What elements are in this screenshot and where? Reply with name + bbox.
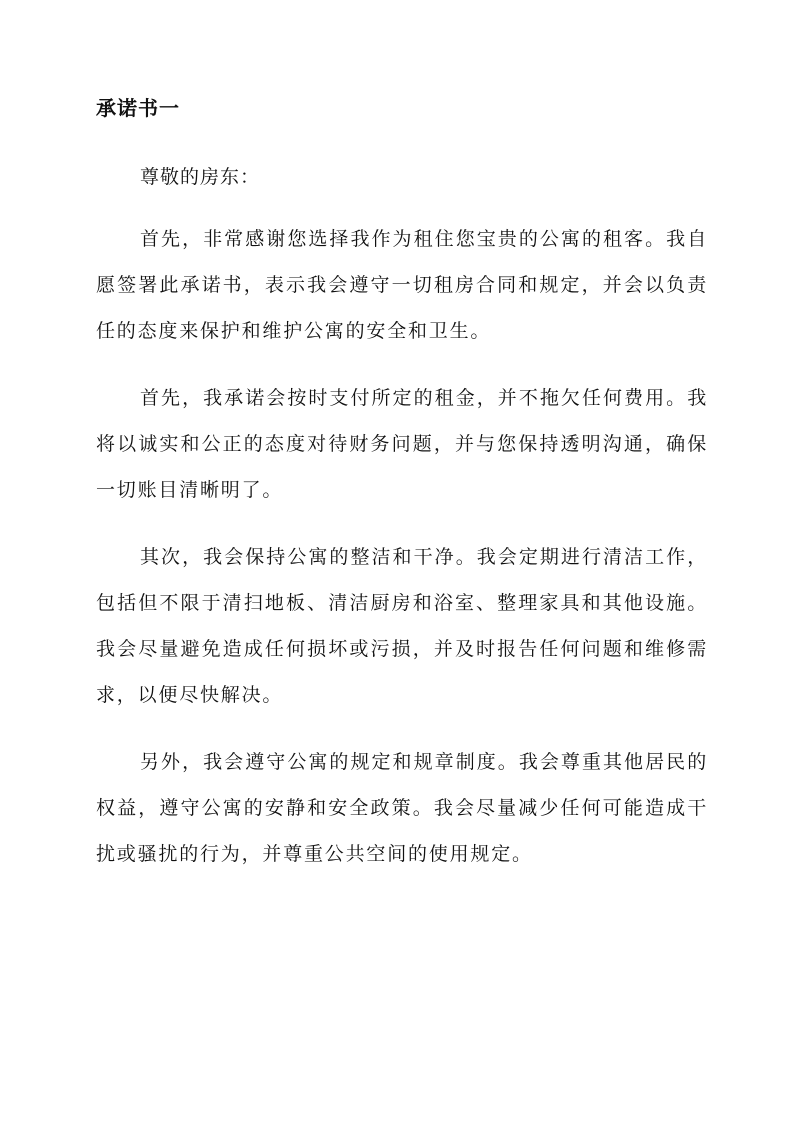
paragraph-2: 首先，我承诺会按时支付所定的租金，并不拖欠任何费用。我将以诚实和公正的态度对待财务问题，并与您保持透明沟通，确保一切账目清晰明了。 <box>96 387 708 501</box>
paragraph-3: 其次，我会保持公寓的整洁和干净。我会定期进行清洁工作，包括但不限于清扫地板、清洁厨房和浴室、整理家具和其他设施。我会尽量避免造成任何损坏或污损，并及时报告任何问题和维修需求，以便尽快解决。 <box>96 546 708 706</box>
document-title: 承诺书一 <box>96 96 180 120</box>
paragraph-1: 首先，非常感谢您选择我作为租住您宝贵的公寓的租客。我自愿签署此承诺书，表示我会遵守一切租房合同和规定，并会以负责任的态度来保护和维护公寓的安全和卫生。 <box>96 228 708 342</box>
salutation: 尊敬的房东： <box>140 166 261 188</box>
paragraph-4: 另外，我会遵守公寓的规定和规章制度。我会尊重其他居民的权益，遵守公寓的安静和安全政策。我会尽量减少任何可能造成干扰或骚扰的行为，并尊重公共空间的使用规定。 <box>96 751 708 865</box>
